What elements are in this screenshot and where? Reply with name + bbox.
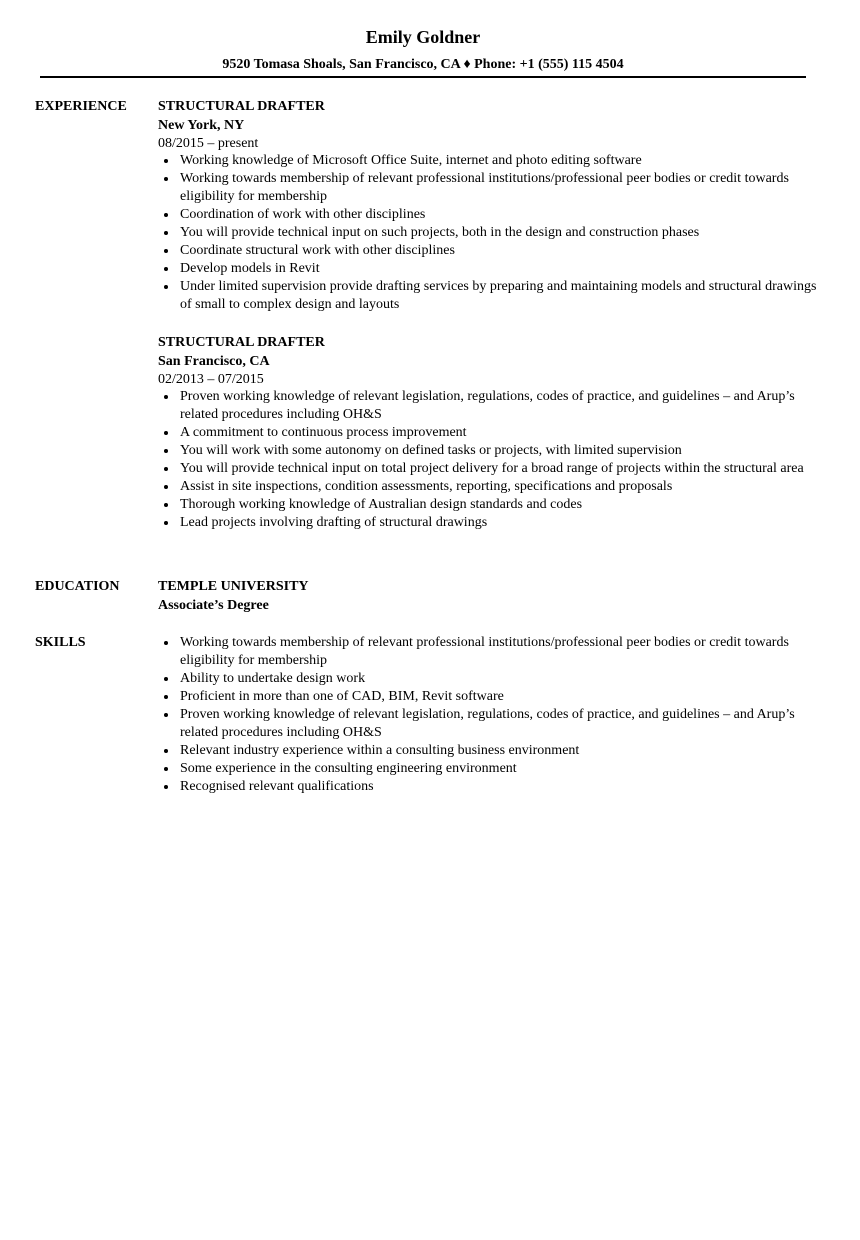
job-location: San Francisco, CA — [158, 354, 270, 369]
bullet-item: You will provide technical input on total project delivery for a broad range of projects within the structural area — [158, 460, 818, 478]
skill-item: Ability to undertake design work — [158, 670, 818, 688]
skills-list — [158, 634, 818, 796]
bullet-item: Develop models in Revit — [158, 260, 818, 278]
bullet-item: Coordination of work with other disciplines — [158, 206, 818, 224]
skill-item: Working towards membership of relevant professional institutions/professional peer bodies or credit towards eligibility for membership — [158, 634, 818, 670]
skill-item: Recognised relevant qualifications — [158, 778, 818, 796]
contact-line: 9520 Tomasa Shoals, San Francisco, CA ♦ Phone: +1 (555) 115 4504 — [222, 57, 624, 72]
job-bullets — [158, 152, 818, 314]
bullet-item: Coordinate structural work with other disciplines — [158, 242, 818, 260]
candidate-name: Emily Goldner — [365, 27, 481, 47]
skill-item: Some experience in the consulting engineering environment — [158, 760, 818, 778]
skill-item: Proficient in more than one of CAD, BIM, Revit software — [158, 688, 818, 706]
bullet-item: Working knowledge of Microsoft Office Suite, internet and photo editing software — [158, 152, 818, 170]
experience-body — [158, 98, 818, 552]
skill-item: Relevant industry experience within a consulting business environment — [158, 742, 818, 760]
job-dates: 08/2015 – present — [158, 136, 259, 151]
job-title: STRUCTURAL DRAFTER — [158, 335, 325, 350]
section-title-skills: SKILLS — [35, 635, 86, 650]
bullet-item: A commitment to continuous process improvement — [158, 424, 818, 442]
skills-body — [158, 634, 818, 796]
job-entry — [158, 98, 818, 314]
degree: Associate’s Degree — [158, 598, 269, 613]
job-location: New York, NY — [158, 118, 245, 133]
section-title-experience: EXPERIENCE — [35, 99, 127, 114]
bullet-item: Lead projects involving drafting of structural drawings — [158, 514, 818, 532]
job-title: STRUCTURAL DRAFTER — [158, 99, 325, 114]
school-name: TEMPLE UNIVERSITY — [158, 579, 309, 594]
job-bullets — [158, 388, 818, 532]
bullet-item: Working towards membership of relevant professional institutions/professional peer bodies or credit towards eligibility for membership — [158, 170, 818, 206]
bullet-item: You will provide technical input on such projects, both in the design and construction phases — [158, 224, 818, 242]
resume-header — [0, 26, 846, 74]
header-divider — [40, 76, 806, 78]
bullet-item: Proven working knowledge of relevant legislation, regulations, codes of practice, and guidelines – and Arup’s related procedures including OH&S — [158, 388, 818, 424]
bullet-item: You will work with some autonomy on defined tasks or projects, with limited supervision — [158, 442, 818, 460]
job-dates: 02/2013 – 07/2015 — [158, 372, 264, 387]
bullet-item: Thorough working knowledge of Australian design standards and codes — [158, 496, 818, 514]
bullet-item: Under limited supervision provide drafting services by preparing and maintaining models and structural drawings of small to complex design and layouts — [158, 278, 818, 314]
education-body — [158, 578, 818, 616]
job-entry — [158, 334, 818, 532]
skill-item: Proven working knowledge of relevant legislation, regulations, codes of practice, and guidelines – and Arup’s related procedures including OH&S — [158, 706, 818, 742]
bullet-item: Assist in site inspections, condition assessments, reporting, specifications and proposals — [158, 478, 818, 496]
section-title-education: EDUCATION — [35, 579, 120, 594]
